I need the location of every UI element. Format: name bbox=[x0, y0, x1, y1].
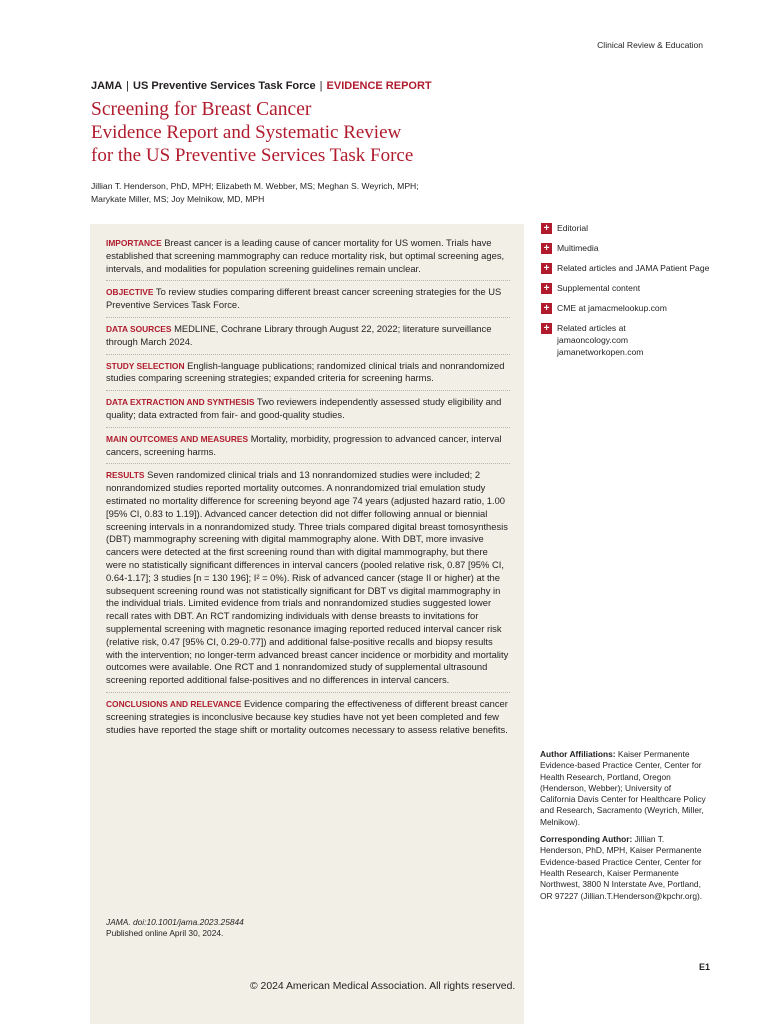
site-link-network-open[interactable]: jamanetworkopen.com bbox=[557, 347, 644, 357]
citation bbox=[106, 917, 244, 938]
sidebar-item-related-sites[interactable] bbox=[541, 322, 731, 358]
sidebar-item-multimedia[interactable] bbox=[541, 242, 731, 254]
section-text: Seven randomized clinical trials and 13 nonrandomized studies were included; 2 nonrandomized studies reported mortality outcomes. A nonrandomized trial emulation study estimated no mortality difference for screening beyond age 74 years (adjusted hazard ratio, 1.00 [95% CI, 0.83 to 1.19]). Advanced cancer detection did not differ following annual or biennial screening intervals in a nonrandomized study. Three trials compared digital breast tomosynthesis (DBT) mammography screening with digital mammography alone. With DBT, more invasive cancers were detected at the first screening round than with digital mammography, but there were no statistically significant differences in interval cancers (pooled relative risk, 0.87 [95% CI, 0.64-1.17]; 3 studies [n = 130 196]; I² = 0%). Risk of advanced cancer (stage II or higher) at the subsequent screening round was not statistically significant for DBT vs digital mammography in the individual trials. Limited evidence from trials and nonrandomized studies suggested lower recall rates with DBT. An RCT randomizing individuals with dense breasts to invitations for supplemental screening with magnetic resonance imaging reported reduced interval cancer risk (relative risk, 0.47 [95% CI, 0.29-0.77]) and additional false-positive recalls and biopsy results with the intervention; no longer-term advanced breast cancer incidence or morbidity and mortality outcomes were available. One RCT and 1 nonrandomized study of supplemental ultrasound screening reported additional false-positives and no differences in interval cancers. bbox=[106, 469, 509, 686]
site-link-oncology[interactable]: jamaoncology.com bbox=[557, 335, 629, 345]
abstract-main-outcomes bbox=[106, 433, 510, 459]
abstract-data-sources bbox=[106, 323, 510, 349]
related-content-sidebar bbox=[541, 222, 731, 366]
abstract-data-extraction bbox=[106, 396, 510, 422]
section-text: Breast cancer is a leading cause of cancer mortality for US women. Trials have established that screening mammography can reduce mortality risk, but optimal screening ages, intervals, and modalities for population screening guidelines remain unclear. bbox=[106, 237, 505, 274]
title-sub-2: for the US Preventive Services Task Force bbox=[91, 145, 414, 166]
section-text: English-language publications; randomized clinical trials and nonrandomized studies comparing screening strategies; expanded criteria for screening harms. bbox=[106, 359, 505, 384]
section-heading: IMPORTANCE bbox=[106, 238, 162, 248]
author-line-1: Jillian T. Henderson, PhD, MPH; Elizabeth M. Webber, MS; Meghan S. Weyrich, MPH; bbox=[91, 181, 419, 191]
separator: | bbox=[126, 80, 130, 92]
section-heading: MAIN OUTCOMES AND MEASURES bbox=[106, 433, 249, 444]
cme-label: CME bbox=[557, 303, 577, 313]
section-text: Evidence comparing the effectiveness of different breast cancer screening strategies is inconclusive because key studies have not yet been completed and few studies have reported the stage shift or mortality outcomes necessary to assess relative benefits. bbox=[106, 697, 508, 735]
divider bbox=[106, 354, 510, 355]
plus-box-icon: + bbox=[541, 323, 552, 334]
article-title bbox=[91, 98, 531, 167]
divider bbox=[106, 390, 510, 391]
plus-box-icon: + bbox=[541, 223, 552, 234]
plus-box-icon: + bbox=[541, 243, 552, 254]
separator: | bbox=[319, 80, 323, 92]
sidebar-item-label bbox=[557, 262, 709, 274]
abstract bbox=[106, 237, 510, 741]
related-label: Related articles bbox=[557, 263, 617, 273]
section-heading: CONCLUSIONS AND RELEVANCE bbox=[106, 698, 242, 709]
abstract-study-selection bbox=[106, 360, 510, 386]
affiliations-label: Author Affiliations: bbox=[540, 749, 616, 759]
section-heading: STUDY SELECTION bbox=[106, 360, 185, 371]
author-line-2: Marykate Miller, MS; Joy Melnikow, MD, MPH bbox=[91, 193, 265, 204]
divider bbox=[106, 463, 510, 464]
section-label: Clinical Review & Education bbox=[597, 40, 703, 50]
abstract-conclusions bbox=[106, 698, 510, 736]
sidebar-item-label bbox=[557, 322, 643, 358]
author-affiliations bbox=[540, 749, 708, 908]
report-type: EVIDENCE REPORT bbox=[326, 80, 432, 92]
plus-box-icon: + bbox=[541, 263, 552, 274]
page-number: E1 bbox=[698, 962, 710, 972]
published-date: Published online April 30, 2024. bbox=[106, 927, 224, 938]
title-sub-1: Evidence Report and Systematic Review bbox=[91, 122, 402, 143]
corresponding-author-block bbox=[540, 834, 708, 902]
author-list bbox=[91, 180, 521, 205]
copyright-notice: © 2024 American Medical Association. All rights reserved. bbox=[250, 981, 516, 992]
affiliations-text: Kaiser Permanente Evidence-based Practice Center, Center for Health Research, Portland, Oregon (Henderson, Webber); University of California Davis Center for Healthcare Policy and Research, Sacramento (Weyrich, Miller, Melnikow). bbox=[540, 749, 706, 827]
affiliations-block bbox=[540, 749, 708, 828]
divider bbox=[106, 317, 510, 318]
section-heading: RESULTS bbox=[106, 470, 145, 481]
journal-line bbox=[91, 80, 432, 92]
section-heading: OBJECTIVE bbox=[106, 287, 154, 298]
corresponding-text: Jillian T. Henderson, PhD, MPH, Kaiser Permanente Evidence-based Practice Center, Center for Health Research, Kaiser Permanente Northwest, 3800 N Interstate Ave, Portland, OR 97227 (Jillian.T.Henderson@kpchr.org). bbox=[540, 834, 703, 901]
cme-suffix: at jamacmelookup.com bbox=[576, 303, 667, 313]
sidebar-item-supplemental[interactable] bbox=[541, 282, 731, 294]
title-main: Screening for Breast Cancer bbox=[91, 99, 312, 120]
sidebar-item-editorial[interactable] bbox=[541, 222, 731, 234]
series-name: US Preventive Services Task Force bbox=[133, 80, 316, 92]
sidebar-item-label: Supplemental content bbox=[557, 283, 641, 293]
sidebar-item-label: Editorial bbox=[557, 223, 589, 233]
abstract-results bbox=[106, 469, 510, 687]
divider bbox=[106, 427, 510, 428]
section-heading: DATA EXTRACTION AND SYNTHESIS bbox=[106, 397, 255, 408]
sidebar-item-related-articles[interactable] bbox=[541, 262, 731, 274]
section-text: Mortality, morbidity, progression to advanced cancer, interval cancers, screening harms. bbox=[106, 432, 502, 457]
sidebar-item-cme[interactable] bbox=[541, 302, 731, 314]
section-text: Two reviewers independently assessed study eligibility and quality; data extracted from fair- and good-quality studies. bbox=[106, 396, 502, 420]
journal-name: JAMA bbox=[91, 80, 123, 92]
doi-line: JAMA. doi:10.1001/jama.2023.25844 bbox=[106, 917, 244, 927]
divider bbox=[106, 280, 510, 281]
divider bbox=[106, 692, 510, 693]
related-at-label: Related articles at bbox=[557, 323, 626, 333]
plus-box-icon: + bbox=[541, 283, 552, 294]
section-heading: DATA SOURCES bbox=[106, 323, 172, 334]
section-text: MEDLINE, Cochrane Library through August 22, 2022; literature surveillance through March 2024. bbox=[106, 322, 492, 347]
related-suffix: and JAMA Patient Page bbox=[616, 263, 710, 273]
plus-box-icon: + bbox=[541, 303, 552, 314]
sidebar-item-label: Multimedia bbox=[557, 243, 599, 253]
section-text: To review studies comparing different breast cancer screening strategies for the US Preventive Services Task Force. bbox=[106, 286, 502, 311]
abstract-objective bbox=[106, 286, 510, 312]
corresponding-label: Corresponding Author: bbox=[540, 834, 633, 845]
sidebar-item-label bbox=[557, 302, 667, 314]
abstract-importance bbox=[106, 237, 510, 275]
